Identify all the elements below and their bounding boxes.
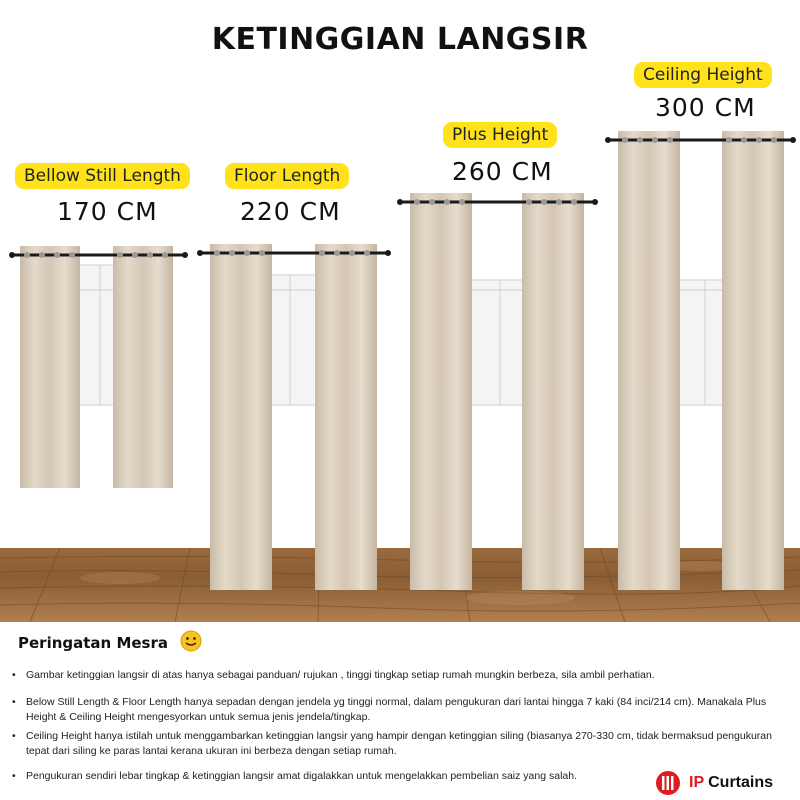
label-plus-height: Plus Height bbox=[443, 122, 557, 148]
label-bellow-still-length: Bellow Still Length bbox=[15, 163, 190, 189]
brand-name bbox=[689, 774, 773, 792]
label-ceiling-height: Ceiling Height bbox=[634, 62, 772, 88]
window-3 bbox=[470, 280, 530, 405]
measure-300: 300 CM bbox=[655, 93, 756, 122]
ip-curtains-logo-icon bbox=[655, 770, 681, 796]
page-title: KETINGGIAN LANGSIR bbox=[211, 22, 589, 57]
note-bullet-4: • Pengukuran sendiri lebar tingkap & ketinggian langsir amat digalakkan untuk mengelakkan pembelian saiz yang salah. bbox=[12, 770, 578, 782]
note-title: Peringatan Mesra bbox=[18, 634, 168, 652]
measure-260: 260 CM bbox=[452, 157, 553, 186]
brand-ip: IP bbox=[689, 774, 705, 791]
note-bullet-3: • Ceiling Height hanya istilah untuk menggambarkan ketinggian langsir yang hampir dengan ketinggian siling (biasanya 270-330 cm, tidak bermaksud pengukuran tepat dari siling ke paras lantai kerana ukuran ini berbeza dengan setiap rumah. bbox=[12, 730, 772, 757]
label-floor-length: Floor Length bbox=[225, 163, 349, 189]
brand-curtains: Curtains bbox=[708, 774, 774, 791]
measure-220: 220 CM bbox=[240, 197, 341, 226]
brand-logo bbox=[655, 770, 773, 796]
note-bullet-1: • Gambar ketinggian langsir di atas hanya sebagai panduan/ rujukan , tinggi tingkap setiap rumah mungkin berbeza, sila ambil perhatian. bbox=[12, 669, 655, 681]
note-bullet-2: • Below Still Length & Floor Length hanya sepadan dengan jendela yg tinggi normal, dalam pengukuran dari lantai hingga 7 kaki (84 inci/214 cm). Manakala Plus Height & Ceiling Height mengesyorkan untuk semua jenis jendela/tingkap. bbox=[12, 696, 767, 723]
measure-170: 170 CM bbox=[57, 197, 158, 226]
smiley-icon bbox=[180, 630, 202, 652]
